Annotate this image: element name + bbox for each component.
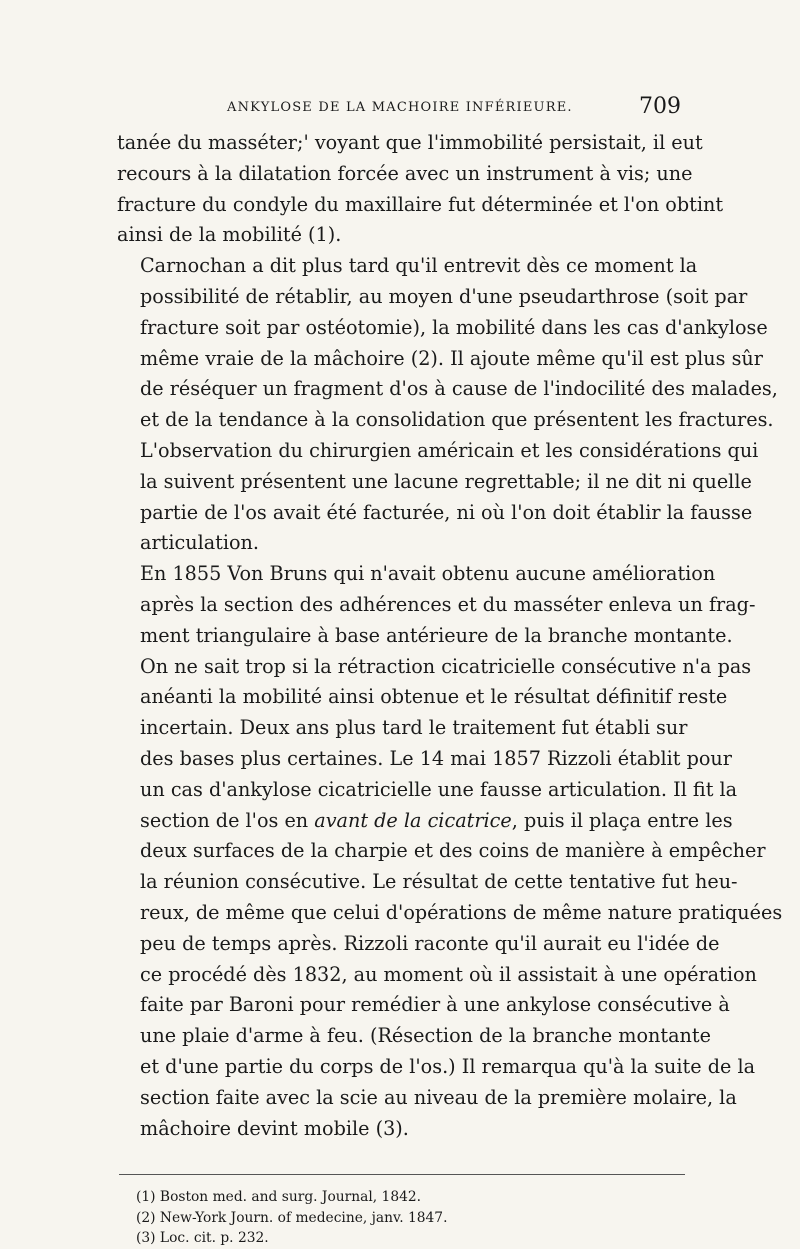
text-line: de réséquer un fragment d'os à cause de l'indocilité des malades,	[140, 377, 778, 401]
text-line: des bases plus certaines. Le 14 mai 1857 Rizzoli établit pour	[140, 746, 732, 770]
text-line: la suivent présentent une lacune regrettable; il ne dit ni quelle	[140, 469, 752, 493]
text-line: et de la tendance à la consolidation que présentent les fractures.	[140, 408, 774, 432]
text-line: recours à la dilatation forcée avec un instrument à vis; une	[117, 161, 693, 185]
text-line: tanée du masséter;' voyant que l'immobilité persistait, il eut	[117, 131, 703, 154]
text-line: une plaie d'arme à feu. (Résection de la branche montante	[140, 1024, 711, 1048]
text-line: section faite avec la scie au niveau de la première molaire, la	[140, 1085, 737, 1109]
text-line: deux surfaces de la charpie et des coins de manière à empêcher	[140, 839, 766, 863]
text-line: anéanti la mobilité ainsi obtenue et le résultat définitif reste	[140, 685, 728, 709]
book-page	[117, 94, 783, 1249]
paragraph	[117, 251, 778, 559]
text-line: fracture du condyle du maxillaire fut déterminée et l'on obtint	[117, 192, 724, 216]
footnote: (3) Loc. cit. p. 232.	[136, 1230, 269, 1247]
text-line: et d'une partie du corps de l'os.) Il remarqua qu'à la suite de la	[140, 1054, 756, 1078]
text-line: section de l'os en avant de la cicatrice, puis il plaça entre les	[140, 808, 733, 832]
footnote: (1) Boston med. and surg. Journal, 1842.	[136, 1189, 422, 1206]
footnote: (2) New-York Journ. of medecine, janv. 1847.	[136, 1209, 448, 1226]
running-title: ANKYLOSE DE LA MACHOIRE INFÉRIEURE.	[227, 100, 573, 115]
text-line: incertain. Deux ans plus tard le traitement fut établi sur	[140, 716, 688, 740]
text-line: Carnochan a dit plus tard qu'il entrevit dès ce moment la	[140, 254, 698, 278]
text-line: un cas d'ankylose cicatricielle une fausse articulation. Il fit la	[140, 777, 738, 801]
text-line: faite par Baroni pour remédier à une ankylose consécutive à	[140, 993, 730, 1017]
text-line: la réunion consécutive. Le résultat de cette tentative fut heu-	[140, 870, 738, 894]
text-line: ment triangulaire à base antérieure de la branche montante.	[140, 623, 733, 647]
text-line: reux, de même que celui d'opérations de même nature pratiquées	[140, 900, 783, 924]
footnotes	[136, 1187, 685, 1249]
paragraph	[117, 128, 724, 251]
text-line: ce procédé dès 1832, au moment où il assistait à une opération	[140, 962, 757, 986]
text-line: fracture soit par ostéotomie), la mobilité dans les cas d'ankylose	[140, 315, 768, 339]
running-header	[117, 94, 685, 122]
text-line: mâchoire devint mobile (3).	[140, 1116, 409, 1140]
text-line: En 1855 Von Bruns qui n'avait obtenu aucune amélioration	[140, 562, 716, 586]
text-line: même vraie de la mâchoire (2). Il ajoute même qu'il est plus sûr	[140, 346, 763, 370]
text-line: peu de temps après. Rizzoli raconte qu'il aurait eu l'idée de	[140, 931, 720, 955]
text-line: après la section des adhérences et du masséter enleva un frag-	[140, 592, 756, 616]
text-line: ainsi de la mobilité (1).	[117, 223, 342, 247]
text-line: L'observation du chirurgien américain et les considérations qui	[140, 438, 759, 462]
footnote-rule	[119, 1174, 685, 1175]
page-number: 709	[639, 94, 681, 119]
text-line: possibilité de rétablir, au moyen d'une pseudarthrose (soit par	[140, 284, 748, 308]
paragraph	[117, 559, 783, 1144]
text-line: On ne sait trop si la rétraction cicatricielle consécutive n'a pas	[140, 654, 752, 678]
text-line: articulation.	[140, 531, 259, 555]
italic-text: avant de la cicatrice	[314, 808, 512, 832]
body-text	[117, 128, 783, 1144]
text-line: partie de l'os avait été facturée, ni où l'on doit établir la fausse	[140, 500, 753, 524]
